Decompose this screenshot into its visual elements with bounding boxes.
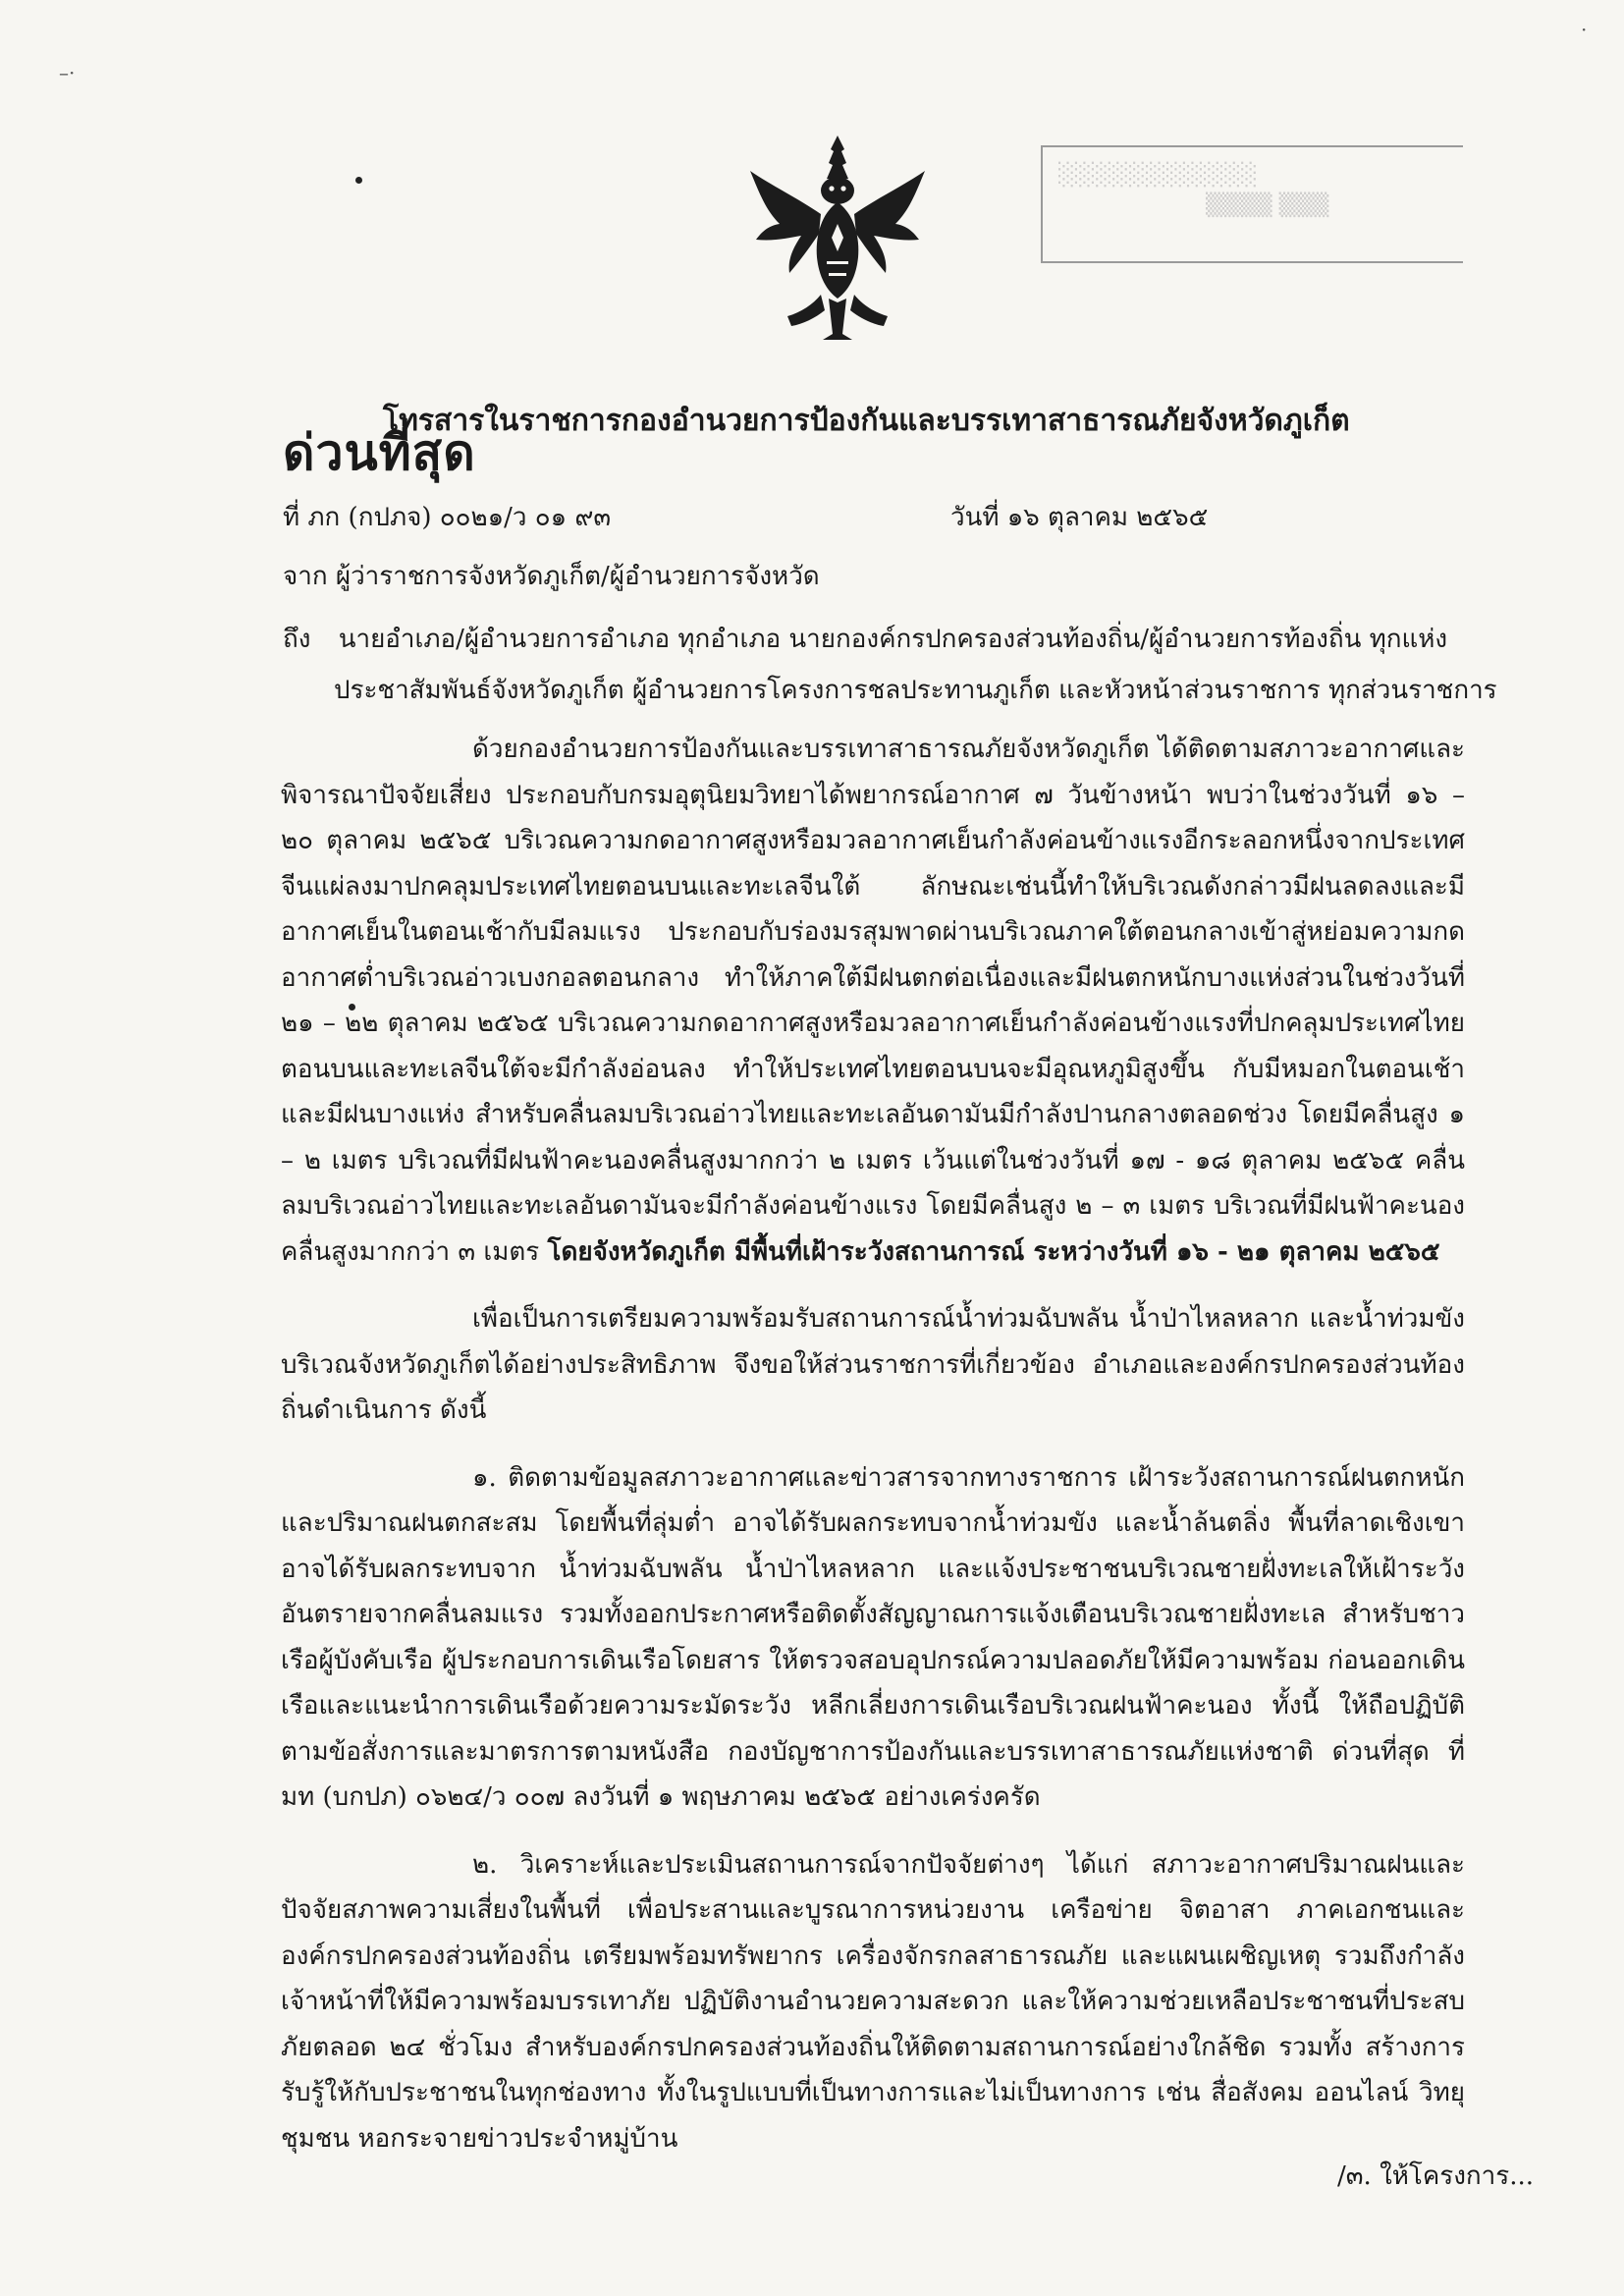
garuda-emblem bbox=[744, 130, 931, 344]
from-label: จาก bbox=[283, 562, 328, 591]
to-value-line2: ประชาสัมพันธ์จังหวัดภูเก็ต ผู้อำนวยการโครงการชลประทานภูเก็ต และหัวหน้าส่วนราชการ ทุกส่วนราชการ bbox=[334, 676, 1497, 705]
from-line bbox=[283, 556, 820, 596]
paragraph-forecast bbox=[281, 727, 1465, 1275]
paragraph-forecast-bold: โดยจังหวัดภูเก็ต มีพื้นที่เฝ้าระวังสถานการณ์ ระหว่างวันที่ ๑๖ - ๒๑ ตุลาคม ๒๕๖๕ bbox=[547, 1236, 1440, 1267]
from-value: ผู้ว่าราชการจังหวัดภูเก็ต/ผู้อำนวยการจังหวัด bbox=[335, 562, 820, 591]
document-body bbox=[281, 727, 1465, 2183]
urgency-stamp: ด่วนที่สุด bbox=[283, 423, 476, 481]
date-label: วันที่ bbox=[950, 503, 1000, 532]
date-value: ๑๖ ตุลาคม ๒๕๖๕ bbox=[1006, 503, 1209, 532]
corner-mark: –· bbox=[59, 61, 76, 84]
paragraph-preparation: เพื่อเป็นการเตรียมความพร้อมรับสถานการณ์น้ำท่วมฉับพลัน น้ำป่าไหลหลาก และน้ำท่วมขังบริเวณจังหวัดภูเก็ตได้อย่างประสิทธิภาพ จึงขอให้ส่วนราชการที่เกี่ยวข้อง อำเภอและองค์กรปกครองส่วนท้องถิ่นดำเนินการ ดังนี้ bbox=[281, 1304, 1465, 1425]
reference-number: ภก (กปภจ) ๐๐๒๑/ว ๐๑ ๙๓ bbox=[307, 503, 612, 532]
to-label: ถึง bbox=[283, 625, 311, 654]
continuation-note: /๓. ให้โครงการ... bbox=[1337, 2161, 1535, 2191]
paragraph-forecast-text: ด้วยกองอำนวยการป้องกันและบรรเทาสาธารณภัยจังหวัดภูเก็ต ได้ติดตามสภาวะอากาศและพิจารณาปัจจัยเสี่ยง ประกอบกับกรมอุตุนิยมวิทยาได้พยากรณ์อากาศ ๗ วันข้างหน้า พบว่าในช่วงวันที่ ๑๖ – ๒๐ ตุลาคม ๒๕๖๕ บริเวณความกดอากาศสูงหรือมวลอากาศเย็นกำลังค่อนข้างแรงอีกระลอกหนึ่งจากประเทศจีนแผ่ลงมาปกคลุมประเทศไทยตอนบนและทะเลจีนใต้ ลักษณะเช่นนี้ทำให้บริเวณดังกล่าวมีฝนลดลงและมีอากาศเย็นในตอนเช้ากับมีลมแรง ประกอบกับร่องมรสุมพาดผ่านบริเวณภาคใต้ตอนกลางเข้าสู่หย่อมความกดอากาศต่ำบริเวณอ่าวเบงกอลตอนกลาง ทำให้ภาคใต้มีฝนตกต่อเนื่องและมีฝนตกหนักบางแห่งส่วนในช่วงวันที่ ๒๑ – ๒๒ ตุลาคม ๒๕๖๕ บริเวณความกดอากาศสูงหรือมวลอากาศเย็นกำลังค่อนข้างแรงที่ปกคลุมประเทศไทยตอนบนและทะเลจีนใต้จะมีกำลังอ่อนลง ทำให้ประเทศไทยตอนบนจะมีอุณหภูมิสูงขึ้น กับมีหมอกในตอนเช้า และมีฝนบางแห่ง สำหรับคลื่นลมบริเวณอ่าวไทยและทะเลอันดามันมีกำลังปานกลางตลอดช่วง โดยมีคลื่นสูง ๑ – ๒ เมตร บริเวณที่มีฝนฟ้าคะนองคลื่นสูงมากกว่า ๒ เมตร เว้นแต่ในช่วงวันที่ ๑๗ - ๑๘ ตุลาคม ๒๕๖๕ คลื่นลมบริเวณอ่าวไทยและทะเลอันดามันจะมีกำลังค่อนข้างแรง โดยมีคลื่นสูง ๒ – ๓ เมตร บริเวณที่มีฝนฟ้าคะนอง คลื่นสูงมากกว่า ๓ เมตร bbox=[281, 735, 1465, 1267]
paragraph-item-2: ๒. วิเคราะห์และประเมินสถานการณ์จากปัจจัยต่างๆ ได้แก่ สภาวะอากาศปริมาณฝนและปัจจัยสภาพความเสี่ยงในพื้นที่ เพื่อประสานและบูรณาการหน่วยงาน เครือข่าย จิตอาสา ภาคเอกชนและองค์กรปกครองส่วนท้องถิ่น เตรียมพร้อมทรัพยากร เครื่องจักรกลสาธารณภัย และแผนเผชิญเหตุ รวมถึงกำลังเจ้าหน้าที่ให้มีความพร้อมบรรเทาภัย ปฏิบัติงานอำนวยความสะดวก และให้ความช่วยเหลือประชาชนที่ประสบภัยตลอด ๒๔ ชั่วโมง สำหรับองค์กรปกครองส่วนท้องถิ่นให้ติดตามสถานการณ์อย่างใกล้ชิด รวมทั้ง สร้างการรับรู้ให้กับประชาชนในทุกช่องทาง ทั้งในรูปแบบที่เป็นทางการและไม่เป็นทางการ เช่น สื่อสังคม ออนไลน์ วิทยุชุมชน หอกระจายข่าวประจำหมู่บ้าน bbox=[281, 1849, 1465, 2154]
received-stamp: ░░░░░░░░░░░░ ▒▒▒▒ ▒▒▒ bbox=[1041, 145, 1463, 263]
corner-mark-right: · bbox=[1581, 18, 1588, 41]
document-header-title: โทรสารในราชการกองอำนวยการป้องกันและบรรเทาสาธารณภัยจังหวัดภูเก็ต bbox=[383, 404, 1350, 438]
to-line bbox=[283, 619, 1447, 659]
reference-line bbox=[283, 497, 611, 537]
paragraph-item-1: ๑. ติดตามข้อมูลสภาวะอากาศและข่าวสารจากทางราชการ เฝ้าระวังสถานการณ์ฝนตกหนักและปริมาณฝนตกสะสม โดยพื้นที่ลุ่มต่ำ อาจได้รับผลกระทบจากน้ำท่วมขัง และน้ำล้นตลิ่ง พื้นที่ลาดเชิงเขาอาจได้รับผลกระทบจาก น้ำท่วมฉับพลัน น้ำป่าไหลหลาก และแจ้งประชาชนบริเวณชายฝั่งทะเลให้เฝ้าระวังอันตรายจากคลื่นลมแรง รวมทั้งออกประกาศหรือติดตั้งสัญญาณการแจ้งเตือนบริเวณชายฝั่งทะเล สำหรับชาวเรือผู้บังคับเรือ ผู้ประกอบการเดินเรือโดยสาร ให้ตรวจสอบอุปกรณ์ความปลอดภัยให้มีความพร้อม ก่อนออกเดินเรือและแนะนำการเดินเรือด้วยความระมัดระวัง หลีกเลี่ยงการเดินเรือบริเวณฝนฟ้าคะนอง ทั้งนี้ ให้ถือปฏิบัติตามข้อสั่งการและมาตรการตามหนังสือ กองบัญชาการป้องกันและบรรเทาสาธารณภัยแห่งชาติ ด่วนที่สุด ที่ มท (บกปภ) ๐๖๒๔/ว ๐๐๗ ลงวันที่ ๑ พฤษภาคม ๒๕๖๕ อย่างเคร่งครัด bbox=[281, 1462, 1465, 1812]
to-value-line1: นายอำเภอ/ผู้อำนวยการอำเภอ ทุกอำเภอ นายกองค์กรปกครองส่วนท้องถิ่น/ผู้อำนวยการท้องถิ่น ทุกแห่ง bbox=[338, 625, 1448, 654]
reference-label: ที่ bbox=[283, 503, 300, 532]
date-line bbox=[950, 497, 1208, 537]
scan-speck bbox=[355, 177, 362, 184]
